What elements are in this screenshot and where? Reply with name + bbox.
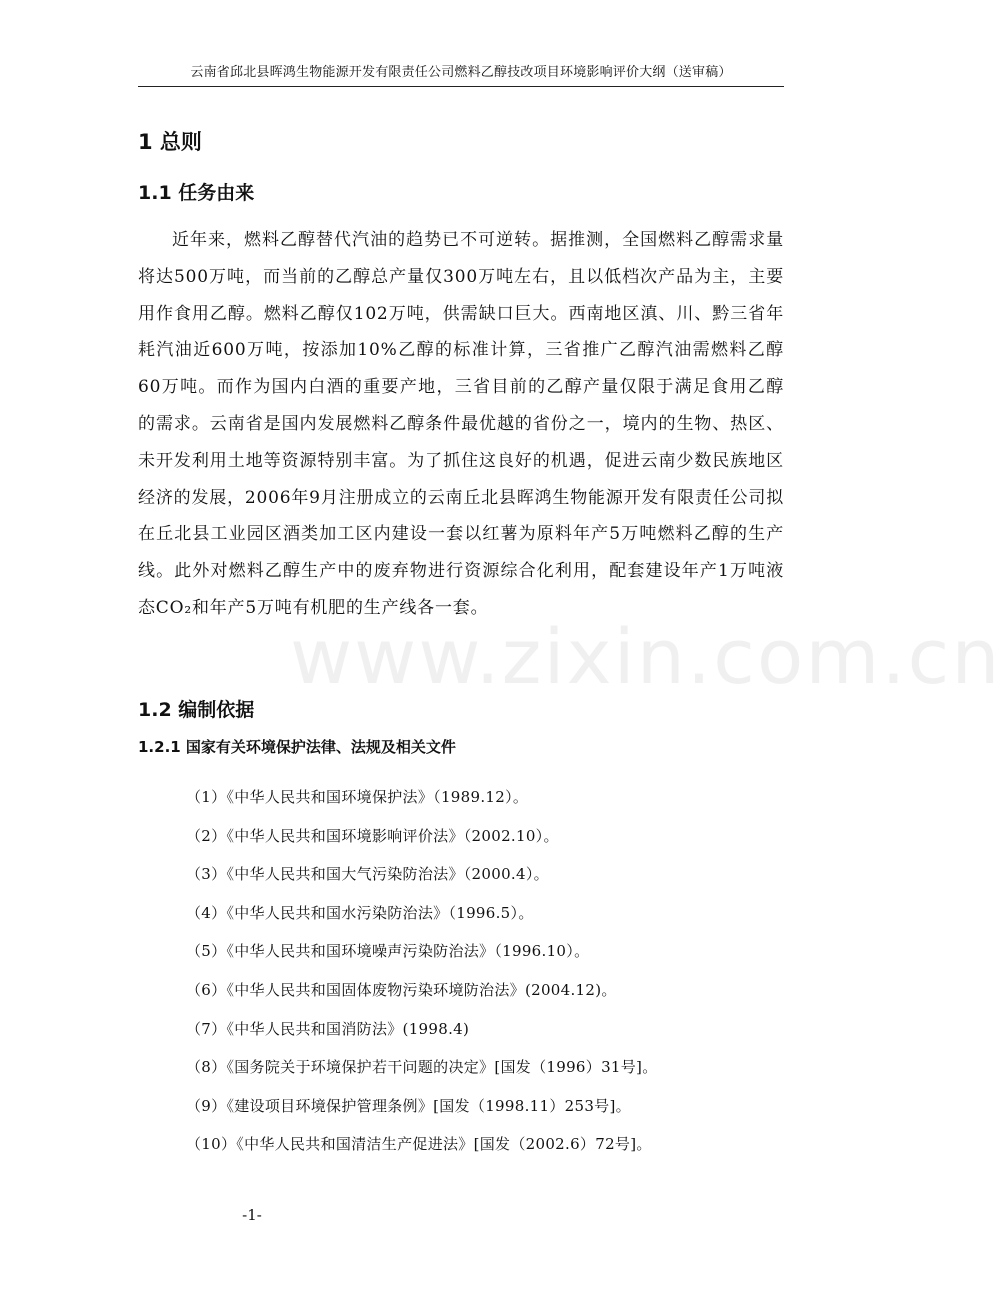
list-item: （5）《中华人民共和国环境噪声污染防治法》（1996.10）。 bbox=[186, 942, 590, 961]
body-paragraph: 近年来，燃料乙醇替代汽油的趋势已不可逆转。据推测，全国燃料乙醇需求量将达500万吨，而当前的乙醇总产量仅300万吨左右，且以低档次产品为主，主要用作食用乙醇。燃料乙醇仅102万吨，供需缺口巨大。西南地区滇、川、黔三省年耗汽油近600万吨，按添加10%乙醇的标准计算，三省推广乙醇汽油需燃料乙醇60万吨。而作为国内白酒的重要产地，三省目前的乙醇产量仅限于满足食用乙醇的需求。云南省是国内发展燃料乙醇条件最优越的省份之一，境内的生物、热区、未开发利用土地等资源特别丰富。为了抓住这良好的机遇，促进云南少数民族地区经济的发展，2006年9月注册成立的云南丘北县晖鸿生物能源开发有限责任公司拟在丘北县工业园区酒类加工区内建设一套以红薯为原料年产5万吨燃料乙醇的生产线。此外对燃料乙醇生产中的废弃物进行资源综合化利用，配套建设年产1万吨液态CO₂和年产5万吨有机肥的生产线各一套。 bbox=[138, 230, 784, 618]
list-item: （8）《国务院关于环境保护若干问题的决定》[国发（1996）31号]。 bbox=[186, 1058, 658, 1077]
list-item: （10）《中华人民共和国清洁生产促进法》[国发（2002.6）72号]。 bbox=[186, 1135, 652, 1154]
list-item: （4）《中华人民共和国水污染防治法》（1996.5）。 bbox=[186, 903, 534, 922]
page-number: -1- bbox=[242, 1206, 262, 1224]
list-item: （1）《中华人民共和国环境保护法》（1989.12）。 bbox=[186, 788, 529, 806]
watermark: www.zixin.com.cn bbox=[290, 612, 1002, 701]
regulation-list bbox=[186, 778, 658, 1164]
list-item: （3）《中华人民共和国大气污染防治法》（2000.4）。 bbox=[186, 865, 549, 884]
list-item: （2）《中华人民共和国环境影响评价法》（2002.10）。 bbox=[186, 826, 559, 845]
section-heading-1-2: 1.2 编制依据 bbox=[138, 699, 255, 721]
list-item: （9）《建设项目环境保护管理条例》[国发（1998.11）253号]。 bbox=[186, 1096, 631, 1115]
chapter-title: 1 总则 bbox=[138, 130, 202, 154]
list-item: （7）《中华人民共和国消防法》(1998.4) bbox=[186, 1019, 470, 1038]
subsection-heading-1-2-1: 1.2.1 国家有关环境保护法律、法规及相关文件 bbox=[138, 738, 456, 756]
running-header: 云南省邱北县晖鸿生物能源开发有限责任公司燃料乙醇技改项目环境影响评价大纲（送审稿） bbox=[138, 62, 784, 87]
section-heading-1-1: 1.1 任务由来 bbox=[138, 182, 255, 204]
list-item: （6）《中华人民共和国固体废物污染环境防治法》(2004.12)。 bbox=[186, 980, 617, 999]
